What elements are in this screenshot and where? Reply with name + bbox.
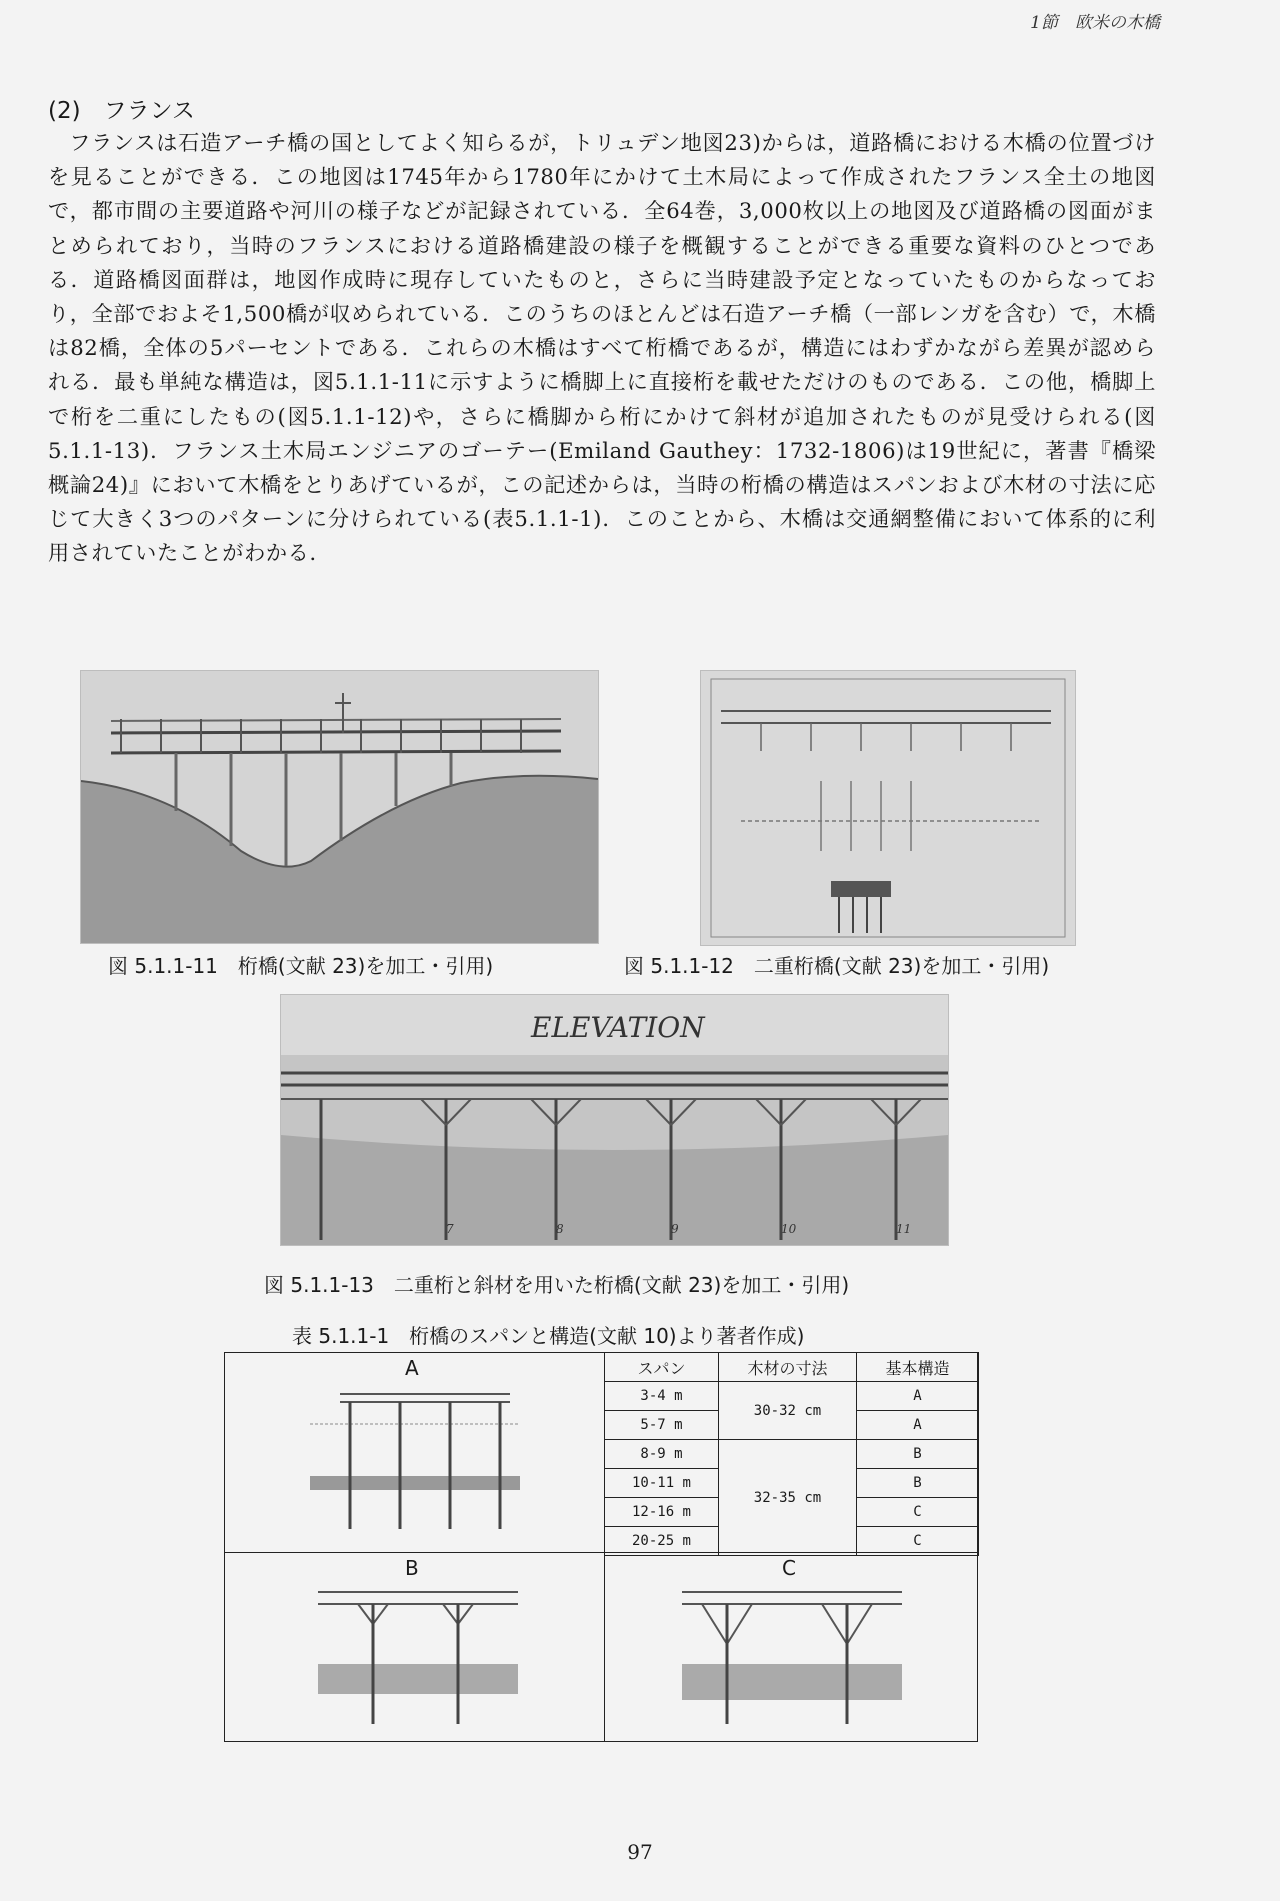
bridge-drawing-13: [281, 995, 948, 1245]
elevation-heading: ELEVATION: [531, 1011, 705, 1044]
structure-label-c: C: [782, 1556, 796, 1580]
header-span: スパン: [605, 1353, 719, 1382]
section-title: (2) フランス: [48, 98, 195, 124]
bridge-drawing-12: [701, 671, 1075, 945]
figure-5-1-1-12: [700, 670, 1076, 946]
structure-cell: B: [857, 1440, 979, 1469]
header-structure: 基本構造: [857, 1353, 979, 1382]
span-cell: 12-16 m: [605, 1498, 719, 1527]
figure-12-caption: 図 5.1.1-12 二重桁橋(文献 23)を加工・引用): [624, 954, 1050, 978]
bridge-drawing-11: [81, 671, 598, 943]
table-row: [605, 1440, 979, 1469]
pier-number: 9: [671, 1222, 679, 1236]
header-timber: 木材の寸法: [719, 1353, 857, 1382]
pier-number: 8: [556, 1222, 564, 1236]
structure-cell: C: [857, 1527, 979, 1556]
pier-number: 10: [781, 1222, 797, 1236]
spec-header-row: [605, 1353, 979, 1382]
pier-number: 7: [446, 1222, 454, 1236]
page-number: 97: [627, 1840, 653, 1864]
structure-cell: B: [857, 1469, 979, 1498]
figure-5-1-1-11: [80, 670, 599, 944]
structure-cell: A: [857, 1382, 979, 1411]
paragraph-text: フランスは石造アーチ橋の国としてよく知らるが，トリュデン地図23)からは，道路橋における木橋の位置づけを見ることができる．この地図は1745年から1780年にかけて土木局によって作成されたフランス全土の地図で，都市間の主要道路や河川の様子などが記録されている．全64巻，3,000枚以上の地図及び道路橋の図面がまとめられており，当時のフランスにおける道路橋建設の様子を概観することができる重要な資料のひとつである．道路橋図面群は，地図作成時に現存していたものと，さらに当時建設予定となっていたものからなっており，全部でおよそ1,500橋が収められている．このうちのほとんどは石造アーチ橋（一部レンガを含む）で，木橋は82橋，全体の5パーセントである．これらの木橋はすべて桁橋であるが，構造にはわずかながら差異が認められる．最も単純な構造は，図5.1.1-11に示すように橋脚上に直接桁を載せただけのものである．この他，橋脚上で桁を二重にしたもの(図5.1.1-12)や，さらに橋脚から桁にかけて斜材が追加されたものが見受けられる(図5.1.1-13)．フランス土木局エンジニアのゴーテー(Emiland Gauthey：1732-1806)は19世紀に，著書『橋梁概論24)』において木橋をとりあげているが，この記述からは，当時の桁橋の構造はスパンおよび木材の寸法に応じて大きく3つのパターンに分けられている(表5.1.1-1)．このことから、木橋は交通網整備において体系的に利用されていたことがわかる．: [48, 130, 1156, 566]
span-spec-table: [604, 1352, 979, 1556]
span-cell: 10-11 m: [605, 1469, 719, 1498]
structure-a-drawing: [310, 1384, 520, 1534]
figure-13-caption: 図 5.1.1-13 二重桁と斜材を用いた桁橋(文献 23)を加工・引用): [264, 1273, 850, 1297]
structure-cell: A: [857, 1411, 979, 1440]
span-cell: 3-4 m: [605, 1382, 719, 1411]
figure-5-1-1-13: [280, 994, 949, 1246]
running-head: 1節 欧米の木橋: [1030, 13, 1160, 33]
structure-label-a: A: [405, 1356, 419, 1380]
timber-cell: 30-32 cm: [719, 1382, 857, 1440]
figure-11-caption: 図 5.1.1-11 桁橋(文献 23)を加工・引用): [108, 954, 494, 978]
table-title: 表 5.1.1-1 桁橋のスパンと構造(文献 10)より著者作成): [292, 1324, 805, 1348]
span-cell: 20-25 m: [605, 1527, 719, 1556]
timber-cell: 32-35 cm: [719, 1440, 857, 1556]
structure-cell: C: [857, 1498, 979, 1527]
structure-b-drawing: [318, 1584, 518, 1734]
structure-label-b: B: [405, 1556, 419, 1580]
span-cell: 8-9 m: [605, 1440, 719, 1469]
pier-number: 11: [896, 1222, 912, 1236]
span-cell: 5-7 m: [605, 1411, 719, 1440]
table-row: [605, 1382, 979, 1411]
structure-c-drawing: [682, 1584, 902, 1734]
body-paragraph: [48, 126, 1156, 571]
